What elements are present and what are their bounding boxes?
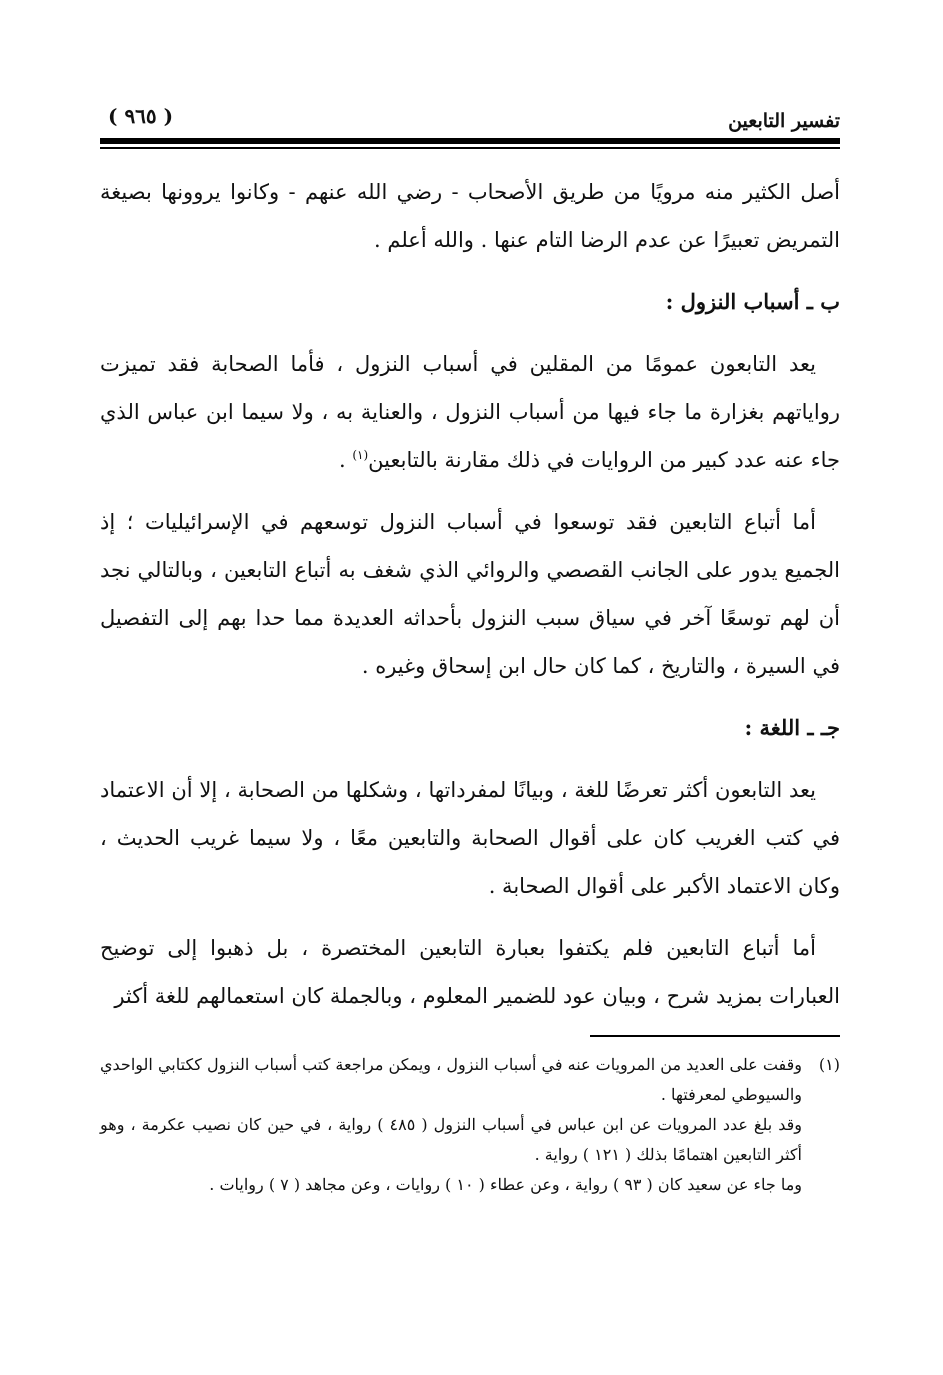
paragraph-continuation: أصل الكثير منه مرويًا من طريق الأصحاب - رضي الله عنهم - وكانوا يروونها بصيغة التمريض تعبيرًا عن عدم الرضا التام عنها . والله أعلم . <box>100 180 840 252</box>
paragraph-asbab-1-end: . <box>338 448 353 472</box>
footnote-reference[interactable]: (١) <box>352 448 369 462</box>
footnotes <box>100 1050 840 1204</box>
header-rule-thick <box>100 138 840 144</box>
paragraph-language-2: أما أتباع التابعين فلم يكتفوا بعبارة التابعين المختصرة ، بل ذهبوا إلى توضيح العبارات بمزيد شرح ، وبيان عود للضمير المعلوم ، وبالجملة كان استعمالهم للغة أكثر <box>100 936 840 1008</box>
section-heading-asbab-al-nuzul: ب ـ أسباب النزول : <box>665 289 840 314</box>
main-text <box>100 168 840 1034</box>
paragraph-asbab-1 <box>100 340 840 484</box>
page-header <box>100 92 840 132</box>
footnote-1-text-c: وما جاء عن سعيد كان ( ٩٣ ) رواية ، وعن عطاء ( ١٠ ) روايات ، وعن مجاهد ( ٧ ) روايات . <box>209 1175 802 1194</box>
paragraph-asbab-2: أما أتباع التابعين فقد توسعوا في أسباب النزول توسعهم في الإسرائيليات ؛ إذ الجميع يدور على الجانب القصصي والروائي الذي شغف به أتباع التابعين ، وبالتالي نجد أن لهم توسعًا آخر في سياق سبب النزول بأحداثه العديدة مما حدا بهم إلى التفصيل في السيرة ، والتاريخ ، كما كان حال ابن إسحاق وغيره . <box>100 510 840 678</box>
paragraph-asbab-1-text: يعد التابعون عمومًا من المقلين في أسباب النزول ، فأما الصحابة فقد تميزت رواياتهم بغزارة ما جاء فيها من أسباب النزول ، والعناية به ، ولا سيما ابن عباس الذي جاء عنه عدد كبير من الروايات في ذلك مقارنة بالتابعين <box>100 352 840 472</box>
footnote-number: (١) <box>818 1055 840 1074</box>
footnote-1-text-a: وقفت على العديد من المرويات عنه في أسباب النزول ، ويمكن مراجعة كتب أسباب النزول ككتابي الواحدي والسيوطي لمعرفتها . <box>100 1055 802 1104</box>
paragraph-language-1: يعد التابعون أكثر تعرضًا للغة ، وبيانًا لمفرداتها ، وشكلها من الصحابة ، إلا أن الاعتماد في كتب الغريب كان على أقوال الصحابة والتابعين معًا ، ولا سيما غريب الحديث ، وكان الاعتماد الأكبر على أقوال الصحابة . <box>100 778 840 898</box>
section-heading-language: جـ ـ اللغة : <box>744 715 840 740</box>
page-number: ( ٩٦٥ ) <box>108 104 174 128</box>
footnote-1-text-b: وقد بلغ عدد المرويات عن ابن عباس في أسباب النزول ( ٤٨٥ ) رواية ، في حين كان نصيب عكرمة ، وهو أكثر التابعين اهتمامًا بذلك ( ١٢١ ) رواية . <box>100 1115 803 1164</box>
header-rule-thin <box>100 147 840 149</box>
footnote-separator <box>590 1035 840 1037</box>
running-title: تفسير التابعين <box>728 110 840 132</box>
footnote-1 <box>100 1050 840 1200</box>
